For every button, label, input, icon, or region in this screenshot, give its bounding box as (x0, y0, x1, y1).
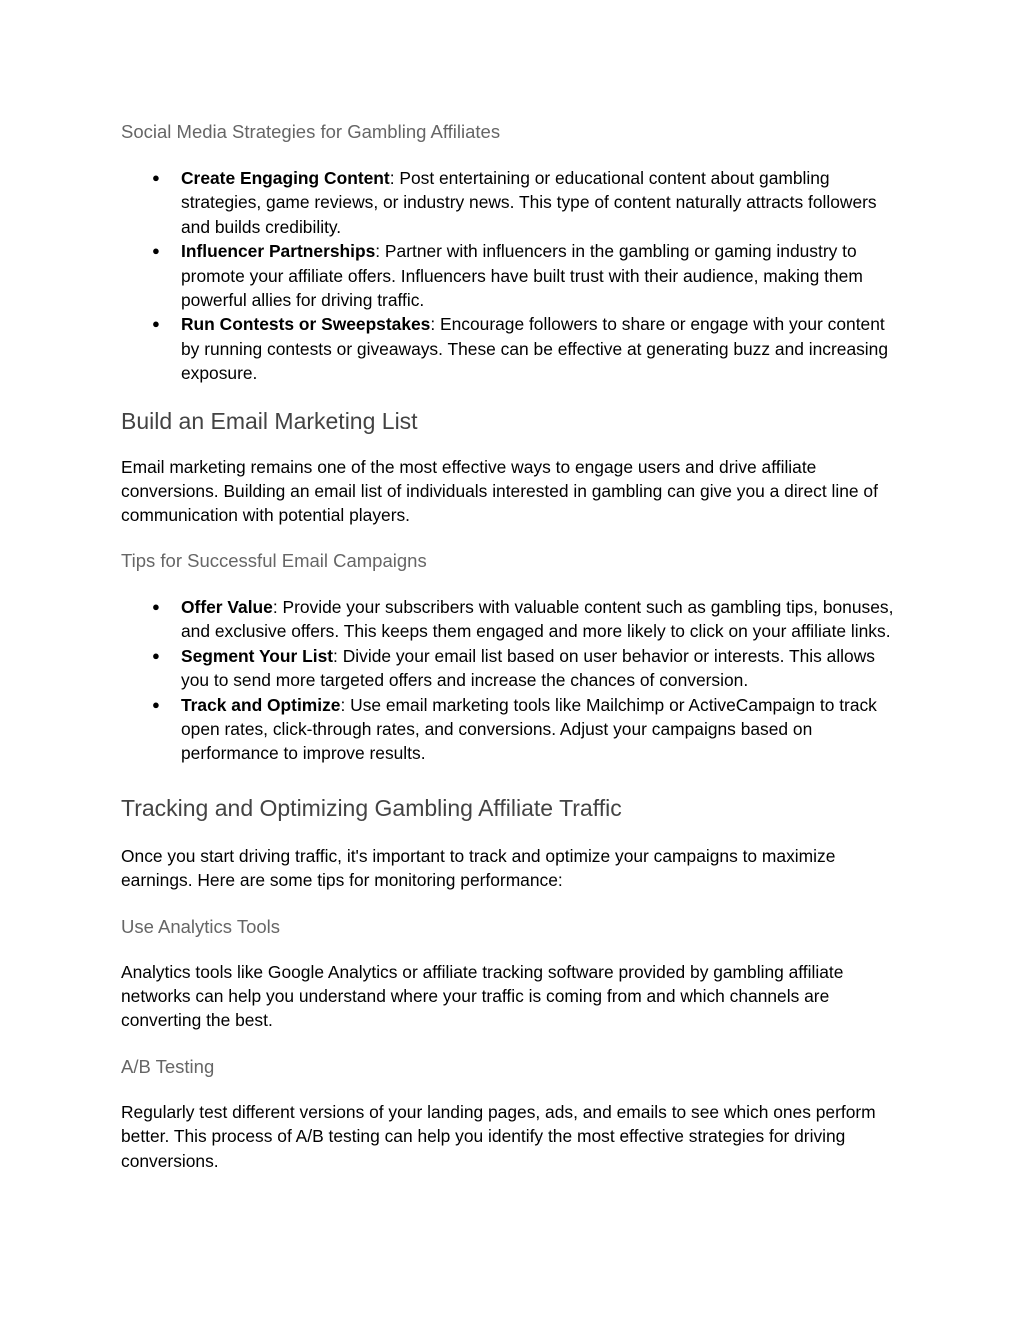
email-tips-list (121, 595, 906, 766)
list-item (121, 644, 906, 693)
list-item-term: Offer Value (181, 596, 273, 617)
tracking-heading: Tracking and Optimizing Gambling Affiliate Traffic (121, 794, 622, 821)
list-item-text: : Use email marketing tools like Mailchimp or ActiveCampaign to track open rates, click-through rates, and conversions. Adjust your campaigns based on performance to improve results. (181, 694, 877, 764)
list-item (121, 239, 906, 312)
list-item-text: : Provide your subscribers with valuable content such as gambling tips, bonuses, and exclusive offers. This keeps them engaged and more likely to click on your affiliate links. (181, 596, 894, 642)
social-media-heading: Social Media Strategies for Gambling Affiliates (121, 121, 501, 142)
list-item (121, 166, 906, 239)
analytics-paragraph: Analytics tools like Google Analytics or affiliate tracking software provided by gambling affiliate networks can help you understand where your traffic is coming from and which channels are converting the best. (121, 961, 844, 1031)
document-page (121, 119, 906, 1173)
bullet-icon: ● (152, 647, 160, 663)
list-item-text: : Encourage followers to share or engage with your content by running contests or giveaways. These can be effective at generating buzz and increasing exposure. (181, 314, 889, 384)
email-marketing-heading: Build an Email Marketing List (121, 407, 418, 434)
social-media-list (121, 166, 906, 386)
list-item-term: Create Engaging Content (181, 168, 390, 188)
bullet-icon: ● (152, 170, 160, 185)
ab-testing-paragraph: Regularly test different versions of your landing pages, ads, and emails to see which ones perform better. This process of A/B testing can help you identify the most effective strategies for driving conversions. (121, 1101, 876, 1171)
list-item-term: Segment Your List (181, 645, 334, 666)
list-item-term: Influencer Partnerships (181, 241, 376, 262)
list-item (121, 595, 906, 644)
list-item-text: : Divide your email list based on user behavior or interests. This allows you to send more targeted offers and increase the chances of conversion. (181, 645, 875, 691)
list-item (121, 312, 906, 385)
email-tips-heading: Tips for Successful Email Campaigns (121, 549, 427, 571)
list-item-term: Run Contests or Sweepstakes (181, 314, 431, 335)
tracking-paragraph: Once you start driving traffic, it's important to track and optimize your campaigns to maximize earnings. Here are some tips for monitoring performance: (121, 845, 836, 891)
list-item-text: : Post entertaining or educational content about gambling strategies, game reviews, or industry news. This type of content naturally attracts followers and builds credibility. (181, 168, 877, 237)
email-marketing-paragraph: Email marketing remains one of the most effective ways to engage users and drive affiliate conversions. Building an email list of individuals interested in gambling can give you a direct line of communication with potential players. (121, 456, 878, 526)
list-item-text: : Partner with influencers in the gambling or gaming industry to promote your affiliate offers. Influencers have built trust with their audience, making them powerful allies for driving traffic. (181, 241, 863, 311)
list-item (121, 693, 906, 766)
analytics-heading: Use Analytics Tools (121, 915, 281, 937)
bullet-icon: ● (152, 696, 160, 712)
bullet-icon: ● (152, 243, 160, 259)
bullet-icon: ● (152, 598, 160, 614)
list-item-term: Track and Optimize (181, 694, 341, 715)
ab-testing-heading: A/B Testing (121, 1055, 215, 1077)
bullet-icon: ● (152, 316, 160, 332)
